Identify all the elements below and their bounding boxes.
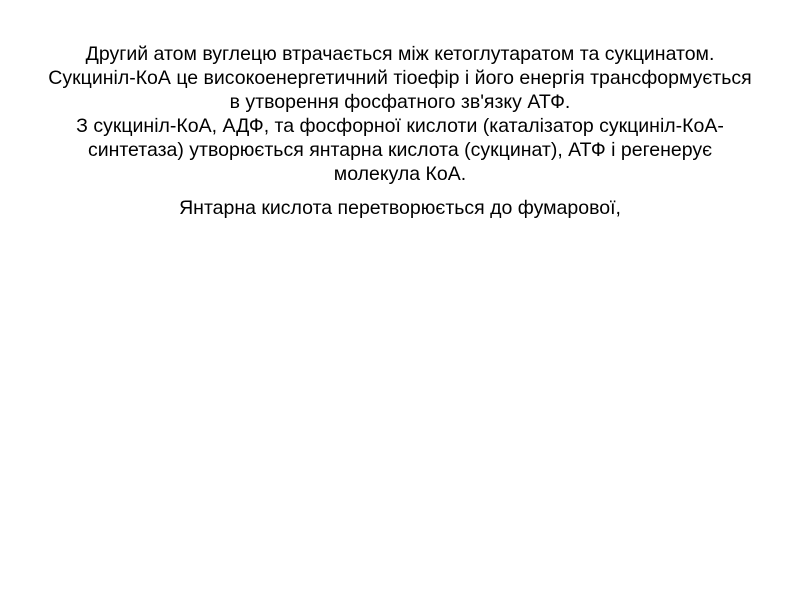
paragraph-3: Янтарна кислота перетворюється до фумарової, (179, 197, 621, 219)
paragraph-1: Другий атом вуглецю втрачається між кетоглутаратом та сукцинатом. Сукциніл-КоА це високоенергетичний тіоефір і його енергія трансформується в утворення фосфатного зв'язку АТФ. (48, 43, 752, 113)
paragraph-2: З сукциніл-КоА, АДФ, та фосфорної кислоти (каталізатор сукциніл-КоА-синтетаза) утворюється янтарна кислота (сукцинат), АТФ і регенерує молекула КоА. (76, 115, 724, 185)
slide-text-block (48, 42, 752, 220)
